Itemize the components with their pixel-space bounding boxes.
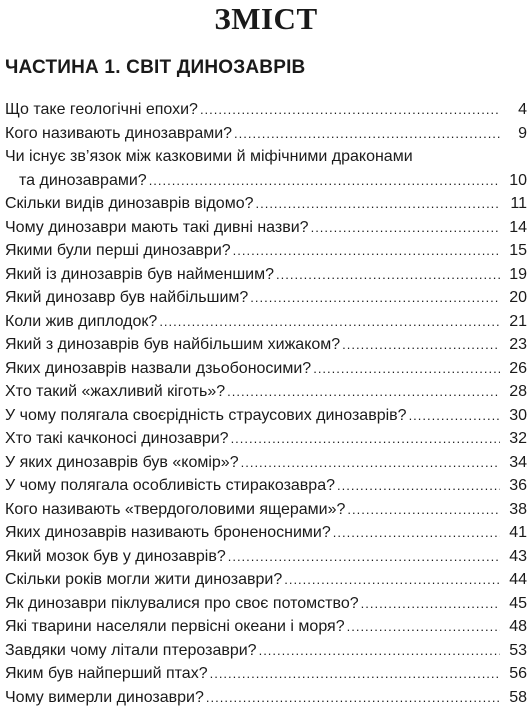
toc-entry bbox=[5, 263, 527, 287]
toc-entry-title: Який мозок був у динозаврів? bbox=[5, 547, 226, 565]
toc-entry bbox=[5, 192, 527, 216]
toc-entry-title: Який динозавр був найбільшим? bbox=[5, 289, 249, 306]
toc-page-number: 15 bbox=[509, 242, 527, 259]
toc-entry-title: Чи існує зв’язок між казковими й міфічними драконами bbox=[5, 148, 413, 165]
toc-page-number: 23 bbox=[509, 336, 527, 353]
dot-leader bbox=[255, 192, 500, 216]
toc-entry-title: Яким був найперший птах? bbox=[5, 665, 208, 682]
toc-entry bbox=[5, 474, 527, 498]
toc-entry bbox=[5, 122, 527, 146]
toc-entry bbox=[5, 568, 527, 592]
toc-page-number: 14 bbox=[509, 218, 527, 236]
dot-leader bbox=[250, 286, 500, 310]
toc-entry-title: Як динозаври піклувалися про своє потомство? bbox=[5, 594, 359, 612]
toc-entry-title: У яких динозаврів був «комір»? bbox=[5, 453, 239, 471]
toc-entry bbox=[5, 380, 527, 404]
toc-page-number: 9 bbox=[518, 124, 527, 142]
dot-leader bbox=[361, 592, 500, 616]
toc-page-number: 30 bbox=[509, 406, 527, 424]
dot-leader bbox=[210, 662, 500, 686]
dot-leader bbox=[149, 169, 500, 193]
toc-page-number: 32 bbox=[509, 430, 527, 447]
toc-page-number: 56 bbox=[509, 665, 527, 682]
dot-leader bbox=[347, 498, 500, 522]
toc-entry bbox=[5, 662, 527, 686]
toc-entry bbox=[5, 239, 527, 263]
dot-leader bbox=[311, 216, 500, 240]
dot-leader bbox=[347, 615, 500, 639]
toc-page-number: 58 bbox=[509, 688, 527, 706]
dot-leader bbox=[313, 357, 500, 381]
dot-leader bbox=[259, 639, 500, 663]
toc-page-number: 34 bbox=[509, 453, 527, 471]
toc-entry-title: У чому полягала особливість стиракозавра? bbox=[5, 477, 335, 494]
part-title: ЧАСТИНА 1. СВІТ ДИНОЗАВРІВ bbox=[5, 57, 306, 78]
toc-entry bbox=[5, 216, 527, 240]
toc-entry bbox=[5, 427, 527, 451]
toc-entry-title: Хто такий «жахливий кіготь»? bbox=[5, 383, 226, 400]
toc-page-number: 4 bbox=[518, 101, 527, 118]
toc-entry-title: Скільки років могли жити динозаври? bbox=[5, 571, 283, 588]
toc-entry-title: Хто такі качконосі динозаври? bbox=[5, 430, 229, 447]
toc-entry bbox=[5, 451, 527, 475]
dot-leader bbox=[342, 333, 500, 357]
toc-page-number: 41 bbox=[509, 524, 527, 541]
toc-page-number: 44 bbox=[509, 571, 527, 588]
toc-entry-title: Скільки видів динозаврів відомо? bbox=[5, 195, 254, 212]
dot-leader bbox=[159, 310, 500, 334]
toc-entry bbox=[5, 615, 527, 639]
dot-leader bbox=[333, 521, 500, 545]
toc-page-number: 45 bbox=[509, 594, 527, 612]
dot-leader bbox=[337, 474, 500, 498]
toc-entry bbox=[5, 310, 527, 334]
toc-page-number: 48 bbox=[509, 618, 527, 635]
toc-entry-title: Що таке геологічні епохи? bbox=[5, 101, 198, 118]
toc-entry bbox=[5, 592, 527, 616]
toc-entry-title: Чому вимерли динозаври? bbox=[5, 688, 204, 706]
toc-entry bbox=[5, 98, 527, 122]
toc-entry-title: Коли жив диплодок? bbox=[5, 312, 158, 330]
toc-entry bbox=[5, 686, 527, 709]
toc-page-number: 36 bbox=[509, 477, 527, 494]
toc-entry-title: Яких динозаврів називають броненосними? bbox=[5, 524, 331, 541]
toc-entry-title: Який із динозаврів був найменшим? bbox=[5, 265, 275, 283]
toc-page-number: 28 bbox=[509, 383, 527, 400]
toc-entry bbox=[5, 286, 527, 310]
dot-leader bbox=[200, 98, 500, 122]
toc-entry bbox=[5, 498, 527, 522]
dot-leader bbox=[241, 451, 500, 475]
toc-page-number: 11 bbox=[510, 195, 527, 212]
toc-page-number: 38 bbox=[509, 500, 527, 518]
toc-entry bbox=[5, 333, 527, 357]
dot-leader bbox=[276, 263, 500, 287]
dot-leader bbox=[284, 568, 500, 592]
toc-page-number: 26 bbox=[509, 359, 527, 377]
toc-entry bbox=[5, 639, 527, 663]
toc-entry bbox=[5, 404, 527, 428]
toc-page-number: 10 bbox=[509, 171, 527, 189]
toc-entry-title: У чому полягала своєрідність страусових динозаврів? bbox=[5, 406, 407, 424]
toc-page-number: 21 bbox=[509, 312, 527, 330]
toc-entry-title-continued: та динозаврами? bbox=[19, 171, 147, 189]
toc-entry-title: Якими були перші динозаври? bbox=[5, 242, 231, 259]
toc-entry-title: Який з динозаврів був найбільшим хижаком? bbox=[5, 336, 341, 353]
contents-heading: ЗМІСТ bbox=[214, 1, 318, 36]
table-of-contents bbox=[5, 98, 527, 709]
toc-entry-title: Кого називають динозаврами? bbox=[5, 124, 233, 142]
toc-entry bbox=[5, 357, 527, 381]
toc-page-number: 43 bbox=[509, 547, 527, 565]
dot-leader bbox=[233, 239, 500, 263]
toc-entry-title: Яких динозаврів назвали дзьобоносими? bbox=[5, 359, 312, 377]
dot-leader bbox=[227, 380, 500, 404]
dot-leader bbox=[409, 404, 500, 428]
toc-page-number: 20 bbox=[509, 289, 527, 306]
toc-page-number: 19 bbox=[509, 265, 527, 283]
toc-entry-title: Чому динозаври мають такі дивні назви? bbox=[5, 218, 309, 236]
dot-leader bbox=[228, 545, 500, 569]
toc-entry bbox=[5, 145, 527, 192]
toc-entry bbox=[5, 521, 527, 545]
toc-entry-title: Кого називають «твердоголовими ящерами»? bbox=[5, 500, 346, 518]
toc-entry-title: Завдяки чому літали птерозаври? bbox=[5, 641, 257, 659]
dot-leader bbox=[231, 427, 500, 451]
dot-leader bbox=[206, 686, 500, 709]
toc-entry bbox=[5, 545, 527, 569]
toc-page-number: 53 bbox=[509, 641, 527, 659]
toc-entry-title: Які тварини населяли первісні океани і моря? bbox=[5, 618, 345, 635]
dot-leader bbox=[234, 122, 500, 146]
